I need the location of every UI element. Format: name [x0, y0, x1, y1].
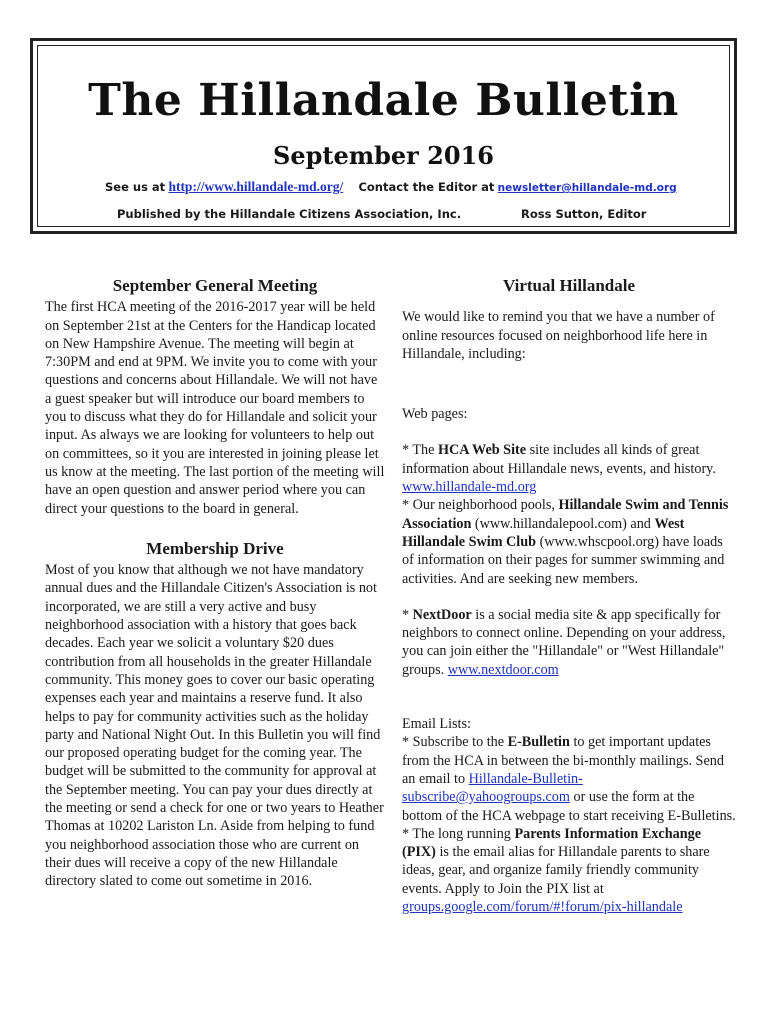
web-pages-label: Web pages: [402, 406, 468, 423]
pix-forum-link[interactable]: groups.google.com/forum/#!forum/pix-hillandale [402, 899, 683, 916]
see-us-label: See us at [105, 180, 166, 194]
ebulletin-subscribe-link[interactable]: Hillandale-Bulletin-subscribe@yahoogroups.com [402, 770, 583, 806]
contact-line [105, 179, 677, 195]
hca-web-site-name: HCA Web Site [438, 442, 527, 459]
website-link[interactable]: http://www.hillandale-md.org/ [168, 179, 344, 194]
membership-body: Most of you know that although we not have mandatory annual dues and the Hillandale Citizen's Association is not incorporated, we are still a very active and busy neighborhood association with a history that goes back decades. Each year we solicit a voluntary $20 dues contribution from all households in the greater Hillandale community. This money goes to cover our basic operating expenses each year and maintains a reserve fund. It also helps to pay for community activities such as the holiday party and National Night Out. In this Bulletin you will find our proposed operating budget for the coming year. The budget will be submitted to the community for approval at the September meeting. You can pay your dues directly at the meeting or send a check for one or two years to Heather Thomas at 10202 Lariston Ln. Aside from helping to fund you neighborhood association those who are current on their dues will receive a copy of the new Hillandale directory slated to come out sometime in 2016. [45, 562, 384, 890]
issue-date: September 2016 [273, 141, 494, 170]
email-lists-label: Email Lists: [402, 716, 471, 733]
nextdoor-link[interactable]: www.nextdoor.com [447, 661, 559, 678]
editor-line: Ross Sutton, Editor [521, 207, 647, 221]
ebulletin-name: E-Bulletin [507, 734, 570, 751]
general-meeting-heading: September General Meeting [112, 276, 318, 295]
hca-web-site-item: * The HCA Web Site site includes all kinds of great information about Hillandale news, events, and history. www.hillandale-md.org [402, 442, 716, 496]
nextdoor-item: * NextDoor is a social media site & app specifically for neighbors to connect online. Depending on your address, you can join either the "Hillandale" or "West Hillandale" groups. www.nextdoor.com [402, 606, 726, 678]
right-column [402, 277, 736, 916]
general-meeting-body: The first HCA meeting of the 2016-2017 year will be held on September 21st at the Centers for the Handicap located on New Hampshire Avenue. The meeting will begin at 7:30PM and end at 9PM. We invite you to come with your questions and concerns about Hillandale. We will not have a guest speaker but will introduce our board members to you to discuss what they do for Hillandale and solicit your input. As always we are looking for volunteers to help out on committees, so it you are interested in joining please let us know at the meeting. The last portion of the meeting will have an open question and answer period where you can direct your questions to the board in general. [45, 299, 385, 517]
pix-item: * The long running Parents Information Exchange (PIX) is the email alias for Hillandale parents to share ideas, gear, and organize family friendly community events. Apply to Join the PIX list at groups.google.com/forum/#!forum/pix-hillandale [402, 825, 710, 916]
masthead-inner-border [37, 45, 730, 227]
ebulletin-item: * Subscribe to the E-Bulletin to get important updates from the HCA in between the bi-monthly mailings. Send an email to Hillandale-Bulletin-subscribe@yahoogroups.com or use the form at the bottom of the HCA webpage to start receiving E-Bulletins. [402, 734, 736, 824]
virtual-intro: We would like to remind you that we have a number of online resources focused on neighborhood life here in Hillandale, including: [402, 309, 715, 362]
pools-item: * Our neighborhood pools, Hillandale Swim and Tennis Association (www.hillandalepool.com) and West Hillandale Swim Club (www.whscpool.org) have loads of information on their pages for summer swimming and activities. And are seeking new members. [402, 497, 729, 587]
pool-hsta-name: Hillandale Swim and Tennis Association [402, 497, 729, 532]
nextdoor-name: NextDoor [412, 606, 472, 623]
pool-whsc-name: West Hillandale Swim Club [402, 515, 685, 550]
membership-heading: Membership Drive [146, 538, 284, 558]
left-column [45, 277, 385, 891]
editor-email-link[interactable]: newsletter@hillandale-md.org [497, 182, 677, 194]
hca-web-site-link[interactable]: www.hillandale-md.org [402, 479, 537, 496]
pix-name: Parents Information Exchange (PIX) [402, 825, 701, 861]
publisher-line: Published by the Hillandale Citizens Association, Inc. [117, 207, 462, 221]
virtual-hillandale-heading: Virtual Hillandale [502, 276, 636, 295]
masthead [30, 38, 737, 234]
contact-editor-label: Contact the Editor at [358, 180, 495, 194]
bulletin-title: The Hillandale Bulletin [88, 75, 679, 126]
